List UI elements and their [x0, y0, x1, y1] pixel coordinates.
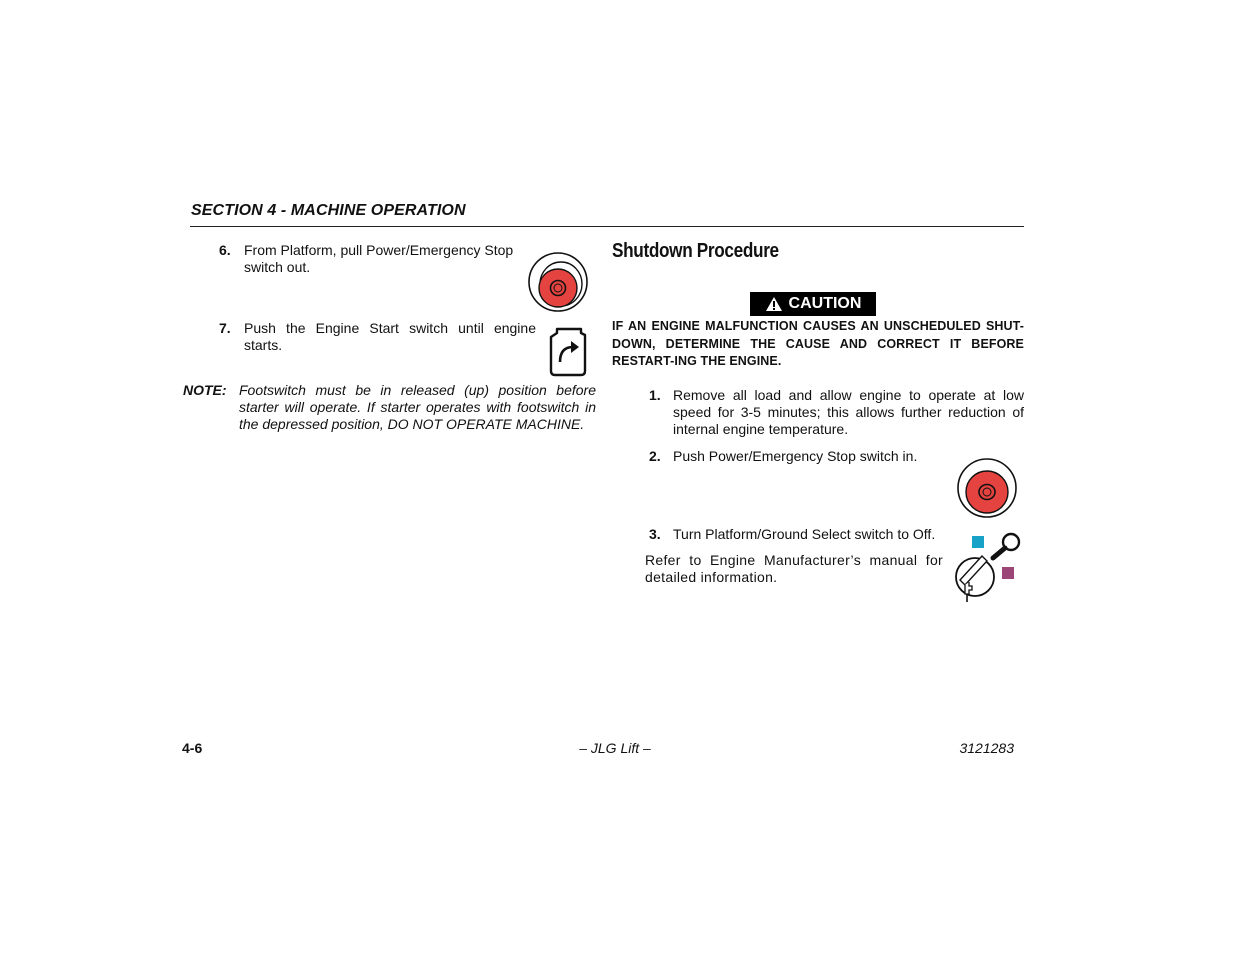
engine-start-icon [547, 323, 591, 377]
step-7-number: 7. [219, 320, 231, 336]
step-7-text: Push the Engine Start switch until engine starts. [244, 320, 536, 353]
header-rule [190, 226, 1024, 227]
refer-text: Refer to Engine Manufacturer’s manual for detailed information. [645, 552, 943, 585]
shutdown-step-2-number: 2. [649, 448, 661, 464]
document-number: 3121283 [959, 740, 1014, 756]
shutdown-procedure-heading: Shutdown Procedure [612, 240, 779, 262]
caution-text: IF AN ENGINE MALFUNCTION CAUSES AN UNSCHEDULED SHUT-DOWN, DETERMINE THE CAUSE AND CORRECT IT BEFORE RESTART-ING THE ENGINE. [612, 319, 1024, 368]
step-6-number: 6. [219, 242, 231, 258]
page-number: 4-6 [182, 740, 203, 756]
note-text: Footswitch must be in released (up) position before starter will operate. If starter operates with footswitch in the depressed position, DO NOT OPERATE MACHINE. [239, 382, 596, 432]
note-label: NOTE: [183, 382, 227, 398]
section-title: SECTION 4 - MACHINE OPERATION [191, 202, 466, 219]
step-6-text: From Platform, pull Power/Emergency Stop switch out. [244, 242, 514, 275]
emergency-stop-pushed-icon [956, 457, 1018, 519]
footer-center: – JLG Lift – [579, 740, 651, 756]
shutdown-step-3-number: 3. [649, 526, 661, 542]
emergency-stop-pulled-icon [527, 251, 589, 313]
shutdown-step-3-text: Turn Platform/Ground Select switch to Off. [673, 526, 936, 542]
key-select-switch-icon [950, 530, 1024, 606]
caution-banner [750, 292, 876, 316]
shutdown-step-2-text: Push Power/Emergency Stop switch in. [673, 448, 918, 464]
warning-triangle-icon [765, 296, 783, 312]
shutdown-step-1-number: 1. [649, 387, 661, 403]
shutdown-step-1-text: Remove all load and allow engine to operate at low speed for 3-5 minutes; this allows further reduction of internal engine temperature. [673, 387, 1024, 437]
caution-label: CAUTION [788, 295, 862, 312]
